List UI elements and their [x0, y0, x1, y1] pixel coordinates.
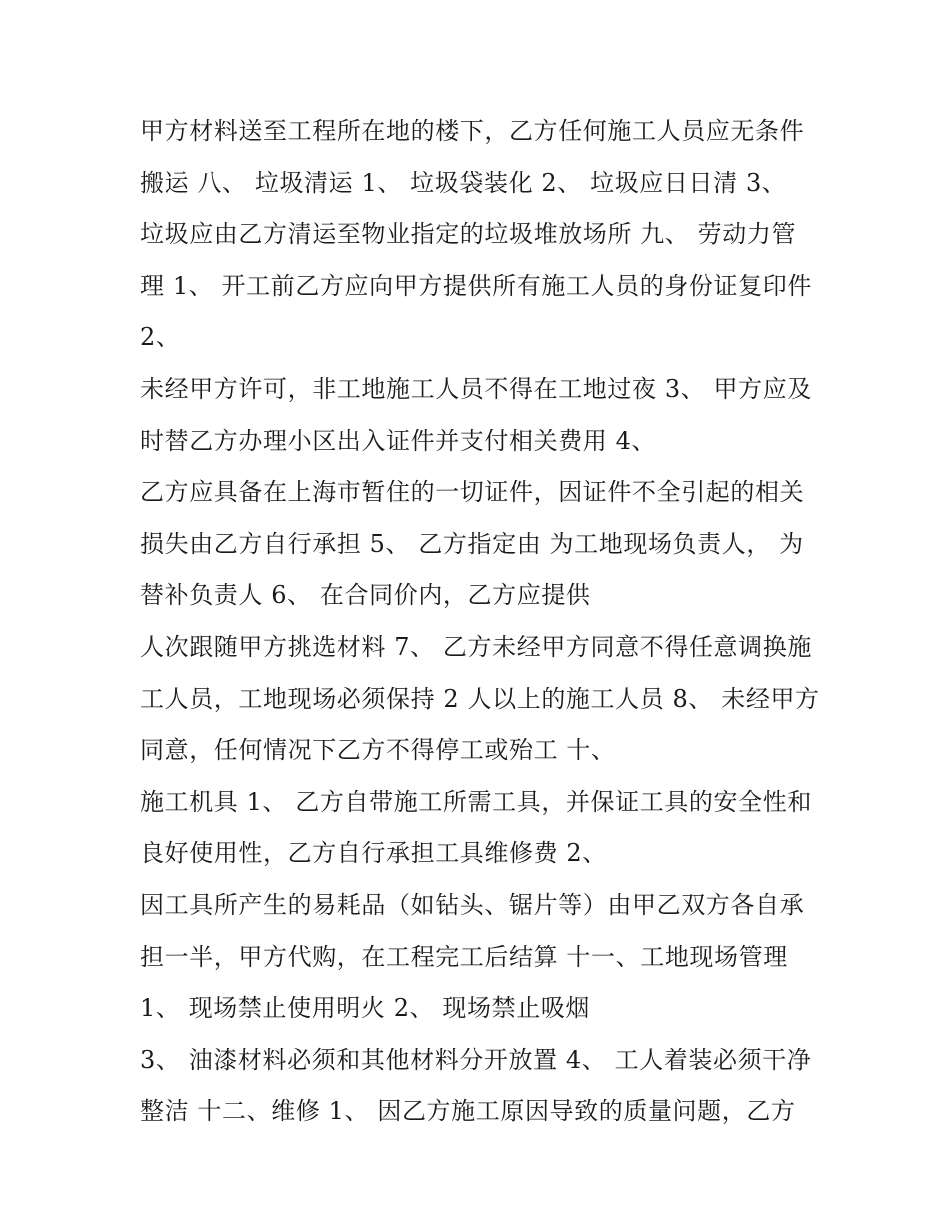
text-line: 因工具所产生的易耗品（如钻头、锯片等）由甲乙双方各自承: [140, 890, 805, 919]
text-line: 替补负责人 6、 在合同价内，乙方应提供: [140, 581, 591, 610]
text-line: 搬运 八、 垃圾清运 1、 垃圾袋装化 2、 垃圾应日日清 3、: [140, 168, 787, 197]
text-line: 施工机具 1、 乙方自带施工所需工具，并保证工具的安全性和: [140, 787, 812, 816]
text-line: 3、 油漆材料必须和其他材料分开放置 4、 工人着装必须干净: [140, 1045, 812, 1074]
text-line: 理 1、 开工前乙方应向甲方提供所有施工人员的身份证复印件: [140, 271, 812, 300]
text-line: 同意，任何情况下乙方不得停工或殆工 十、: [140, 736, 616, 765]
text-line: 整洁 十二、维修 1、 因乙方施工原因导致的质量问题，乙方: [140, 1097, 796, 1126]
text-line: 工人员，工地现场必须保持 2 人以上的施工人员 8、 未经甲方: [140, 684, 820, 713]
text-line: 2、: [140, 323, 181, 352]
text-line: 良好使用性，乙方自行承担工具维修费 2、: [140, 839, 607, 868]
text-line: 损失由乙方自行承担 5、 乙方指定由 为工地现场负责人， 为: [140, 529, 804, 558]
text-line: 未经甲方许可，非工地施工人员不得在工地过夜 3、 甲方应及: [140, 374, 812, 403]
document-body: [140, 106, 830, 1138]
text-line: 乙方应具备在上海市暂住的一切证件，因证件不全引起的相关: [140, 478, 805, 507]
text-line: 垃圾应由乙方清运至物业指定的垃圾堆放场所 九、 劳动力管: [140, 220, 797, 249]
text-line: 担一半，甲方代购，在工程完工后结算 十一、工地现场管理: [140, 942, 788, 971]
text-line: 时替乙方办理小区出入证件并支付相关费用 4、: [140, 426, 657, 455]
text-line: 1、 现场禁止使用明火 2、 现场禁止吸烟: [140, 994, 591, 1023]
text-line: 人次跟随甲方挑选材料 7、 乙方未经甲方同意不得任意调换施: [140, 632, 812, 661]
text-line: 甲方材料送至工程所在地的楼下，乙方任何施工人员应无条件: [140, 117, 805, 145]
